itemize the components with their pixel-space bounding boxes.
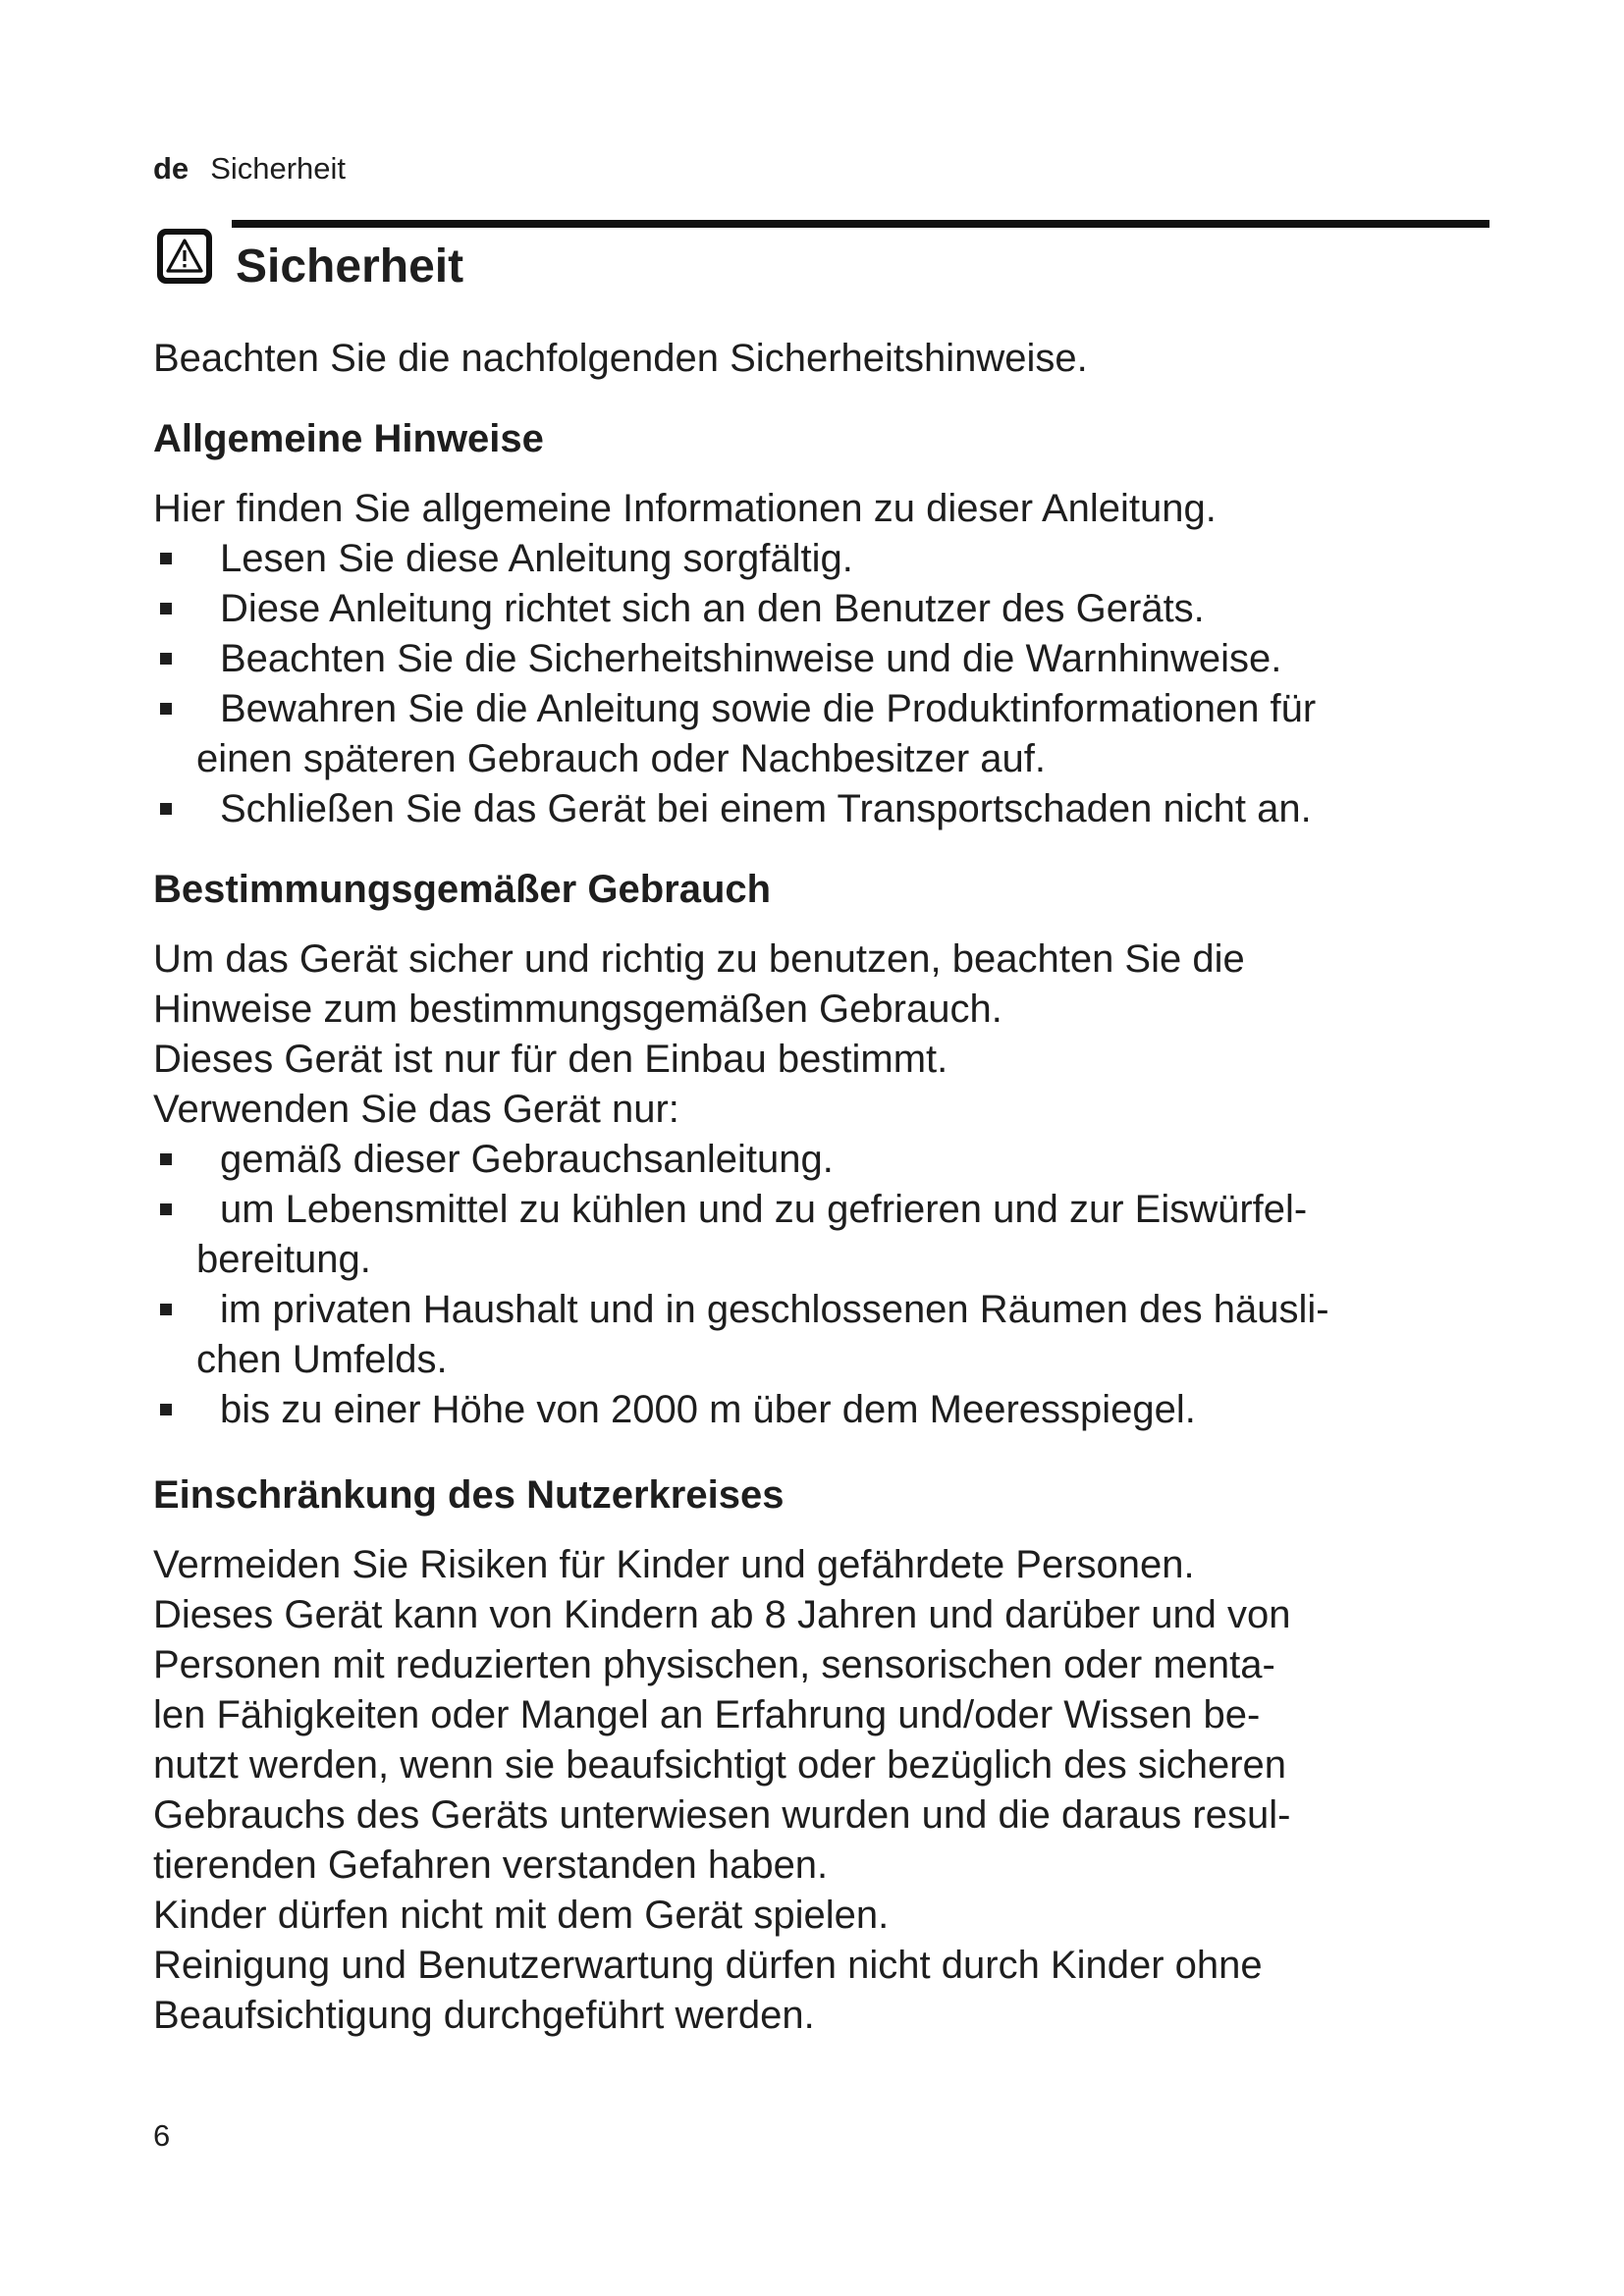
warning-icon [155,227,214,286]
language-code: de [153,151,189,186]
title-rule [232,220,1489,228]
header-section-name: Sicherheit [210,151,347,186]
page-number: 6 [153,2118,171,2153]
general-notes-list [153,534,1528,834]
intro-text: Beachten Sie die nachfolgenden Sicherheitshinweise. [153,337,1088,380]
page-title: Sicherheit [236,240,464,293]
list-item: bis zu einer Höhe von 2000 m über dem Meeresspiegel. [153,1385,1528,1435]
general-lead: Hier finden Sie allgemeine Informationen zu dieser Anleitung. [153,487,1217,530]
content-body [153,334,1528,2041]
restriction-line: Gebrauchs des Geräts unterwiesen wurden und die daraus resul- [153,1793,1291,1837]
heading-general-notes: Allgemeine Hinweise [153,417,544,460]
list-item: Lesen Sie diese Anleitung sorgfältig. [153,534,1528,584]
list-item: Schließen Sie das Gerät bei einem Transportschaden nicht an. [153,784,1528,834]
intended-use-line: Um das Gerät sicher und richtig zu benutzen, beachten Sie die [153,937,1245,981]
restriction-line: nutzt werden, wenn sie beaufsichtigt oder bezüglich des sicheren [153,1743,1287,1787]
restriction-line: Kinder dürfen nicht mit dem Gerät spielen. [153,1894,890,1937]
list-item: Diese Anleitung richtet sich an den Benutzer des Geräts. [153,584,1528,634]
list-item: im privaten Haushalt und in geschlossenen Räumen des häusli- chen Umfelds. [153,1285,1528,1385]
running-header [153,149,346,188]
list-item: gemäß dieser Gebrauchsanleitung. [153,1135,1528,1185]
intended-use-line: Verwenden Sie das Gerät nur: [153,1088,679,1131]
restriction-line: Beaufsichtigung durchgeführt werden. [153,1994,815,2037]
restriction-line: Dieses Gerät kann von Kindern ab 8 Jahren und darüber und von [153,1593,1291,1636]
list-item: Beachten Sie die Sicherheitshinweise und die Warnhinweise. [153,634,1528,684]
heading-user-restriction: Einschränkung des Nutzerkreises [153,1473,785,1517]
intended-use-line: Dieses Gerät ist nur für den Einbau bestimmt. [153,1038,948,1081]
intended-use-line: Hinweise zum bestimmungsgemäßen Gebrauch. [153,988,1002,1031]
restriction-line: tierenden Gefahren verstanden haben. [153,1843,829,1887]
restriction-line: len Fähigkeiten oder Mangel an Erfahrung und/oder Wissen be- [153,1693,1261,1736]
list-item: Bewahren Sie die Anleitung sowie die Produktinformationen für einen späteren Gebrauch oder Nachbesitzer auf. [153,684,1528,784]
restriction-line: Personen mit reduzierten physischen, sensorischen oder menta- [153,1643,1275,1686]
list-item: um Lebensmittel zu kühlen und zu gefrieren und zur Eiswürfel- bereitung. [153,1185,1528,1285]
heading-intended-use: Bestimmungsgemäßer Gebrauch [153,868,772,911]
restriction-line: Vermeiden Sie Risiken für Kinder und gefährdete Personen. [153,1543,1195,1586]
intended-use-list [153,1135,1528,1435]
restriction-line: Reinigung und Benutzerwartung dürfen nicht durch Kinder ohne [153,1944,1263,1987]
